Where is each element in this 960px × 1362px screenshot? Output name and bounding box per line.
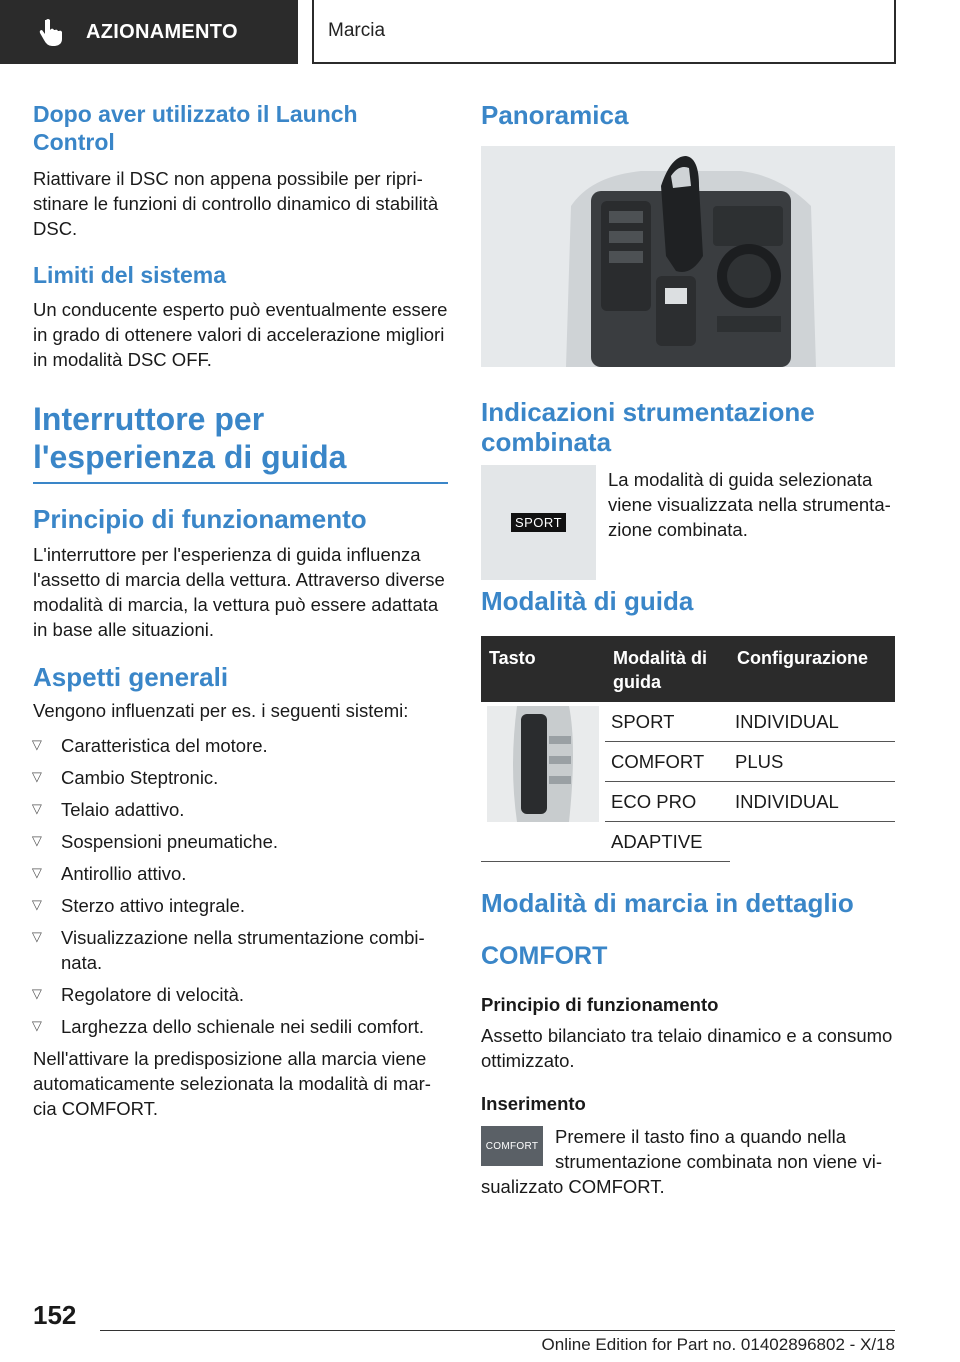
column-header-mode: Modalità di guida [605,636,729,702]
list-item: ▷ Antirollio attivo. [33,861,448,886]
column-header-button: Tasto [481,636,605,702]
mode-cell: ADAPTIVE [605,822,729,862]
comfort-display-tag: COMFORT [485,1140,539,1152]
edition-text: Online Edition for Part no. 01402896802 - X/18 [541,1335,895,1354]
column-header-config: Configurazione [729,636,895,702]
heading-comfort: COMFORT [481,942,608,970]
subheading-insert: Inserimento [481,1093,586,1114]
instrument-display-block [481,465,895,580]
mode-cell: COMFORT [605,742,729,782]
mode-buttons-illustration [487,706,599,822]
influenced-systems-list [33,733,448,1039]
config-cell [729,822,895,862]
page-number: 152 [33,1300,77,1330]
comfort-display-image [481,1126,543,1166]
heading-modes-detail: Modalità di marcia in dettaglio [481,888,854,918]
table-header-row [481,636,895,702]
paragraph-instrument-display: La modalità di guida selezionata viene visualizzata nella strumentazione combinata. [608,469,891,540]
footer [100,1330,895,1355]
center-console-photo [481,146,895,367]
heading-switch-line-1: Interruttore per [33,401,265,437]
paragraph-comfort-default: Nell'attivare la predisposizione alla marcia viene automaticamente selezionata la modalità di marcia COMFORT. [33,1048,431,1119]
chapter-tab [312,0,896,64]
heading-general-aspects: Aspetti generali [33,662,229,692]
mode-buttons-image-cell [481,702,605,862]
table-row [481,702,895,742]
sport-display-image [481,465,596,580]
paragraph-comfort: Assetto bilanciato tra telaio dinamico e a consumo ottimizzato. [481,1025,893,1071]
paragraph-insert: Premere il tasto fino a quando nella strumentazione combinata non viene visualizzato COMFORT. [481,1126,883,1197]
list-item: ▷ Cambio Steptronic. [33,765,448,790]
right-column [481,100,895,1199]
heading-driving-modes: Modalità di guida [481,586,694,616]
chapter-title: Marcia [328,20,386,41]
paragraph-principle: L'interruttore per l'esperienza di guida influenza l'assetto di marcia della vettura. Attraverso diverse modalità di marcia, la vettura può essere adattata in base alle situazioni. [33,544,445,640]
list-item: ▷ Larghezza dello schienale nei sedili comfort. [33,1014,448,1039]
center-console-illustration [481,146,895,367]
section-title: AZIONAMENTO [86,20,238,43]
paragraph-launch-control: Riattivare il DSC non appena possibile per ripristinare le funzioni di controllo dinamico di stabilità DSC. [33,168,439,239]
list-item: ▷ Caratteristica del motore. [33,733,448,758]
list-item: ▷ Sterzo attivo integrale. [33,893,448,918]
heading-switch-line-2: l'esperienza di guida [33,439,347,475]
mode-cell: ECO PRO [605,782,729,822]
hand-pointer-icon [38,18,62,46]
list-item: ▷ Telaio adattivo. [33,797,448,822]
heading-overview: Panoramica [481,100,629,130]
insert-block [481,1124,895,1199]
heading-system-limits: Limiti del sistema [33,262,227,288]
config-cell: PLUS [729,742,895,782]
driving-modes-table [481,636,895,862]
list-item: ▷ Sospensioni pneumatiche. [33,829,448,854]
heading-launch-control: Dopo aver utilizzato il Launch Control [33,101,358,155]
heading-driving-experience-switch [33,400,448,484]
section-tab [0,0,298,64]
heading-instrument-display: Indicazioni strumentazione combinata [481,397,815,457]
list-item: ▷ Regolatore di velocità. [33,982,448,1007]
paragraph-system-limits: Un conducente esperto può eventualmente essere in grado di ottenere valori di accelerazione migliori in modalità DSC OFF. [33,299,448,370]
subheading-principle: Principio di funzionamento [481,994,719,1015]
heading-principle: Principio di funzionamento [33,504,367,534]
list-item: ▷ Visualizzazione nella strumentazione combinata. [33,925,448,975]
mode-cell: SPORT [605,702,729,742]
sport-display-tag: SPORT [511,513,566,532]
mode-buttons-image [487,706,599,822]
table-bottom-rule [481,861,730,862]
config-cell: INDIVIDUAL [729,782,895,822]
paragraph-general-aspects: Vengono influenzati per es. i seguenti sistemi: [33,700,409,721]
left-column [33,100,448,1121]
config-cell: INDIVIDUAL [729,702,895,742]
